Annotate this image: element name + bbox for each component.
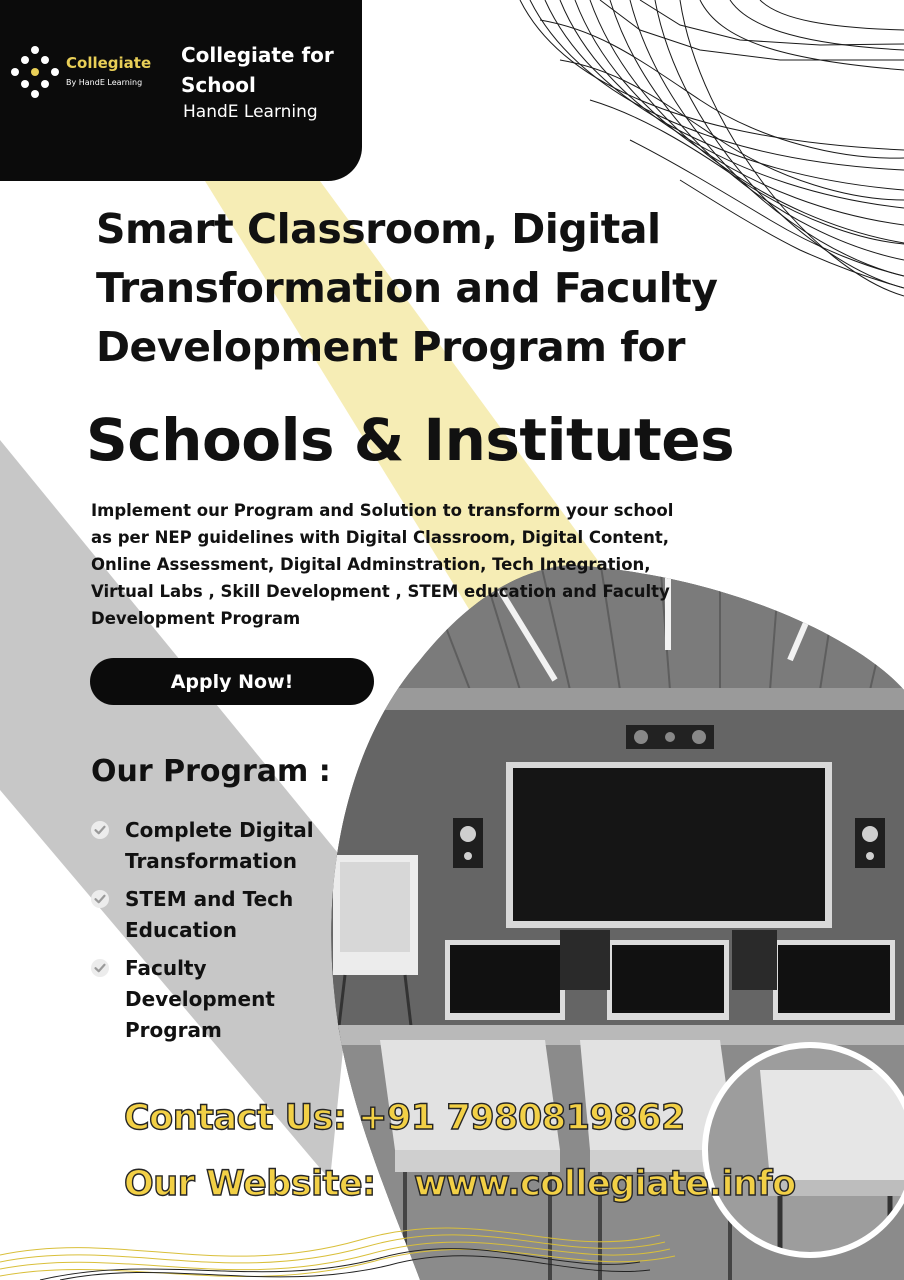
check-circle-icon (90, 820, 110, 840)
program-item-label: STEM and Tech Education (125, 887, 294, 942)
website-label: Our Website: (124, 1164, 376, 1204)
header-subtitle: HandE Learning (183, 102, 318, 122)
program-section-title: Our Program : (91, 754, 331, 789)
contact-phone: Contact Us: +91 7980819862 (124, 1098, 685, 1138)
check-circle-icon (90, 889, 110, 909)
program-item (90, 815, 360, 877)
page-headline-emphasis: Schools & Institutes (86, 406, 735, 474)
logo-name: Collegiate (66, 54, 152, 72)
program-item (90, 953, 360, 1046)
logo-tagline: By HandE Learning (66, 78, 143, 87)
brand-header (0, 0, 362, 181)
apply-now-button[interactable]: Apply Now! (90, 658, 374, 705)
check-circle-icon (90, 958, 110, 978)
website-link[interactable]: www.collegiate.info (414, 1164, 796, 1204)
program-description: Implement our Program and Solution to transform your school as per NEP guidelines with Digital Classroom, Digital Content, Online Assessment, Digital Adminstration, Tech Integration, Virtual Labs , Skill Development , STEM education and Faculty Development Program (91, 501, 674, 628)
page-headline: Smart Classroom, Digital Transformation and Faculty Development Program for (96, 205, 718, 371)
program-item-label: Faculty Development Program (125, 956, 275, 1042)
program-item-label: Complete Digital Transformation (125, 818, 314, 873)
program-list (90, 815, 360, 1053)
header-title: Collegiate for School (181, 43, 334, 97)
program-item (90, 884, 360, 946)
dot-grid-logo-icon (10, 44, 60, 100)
